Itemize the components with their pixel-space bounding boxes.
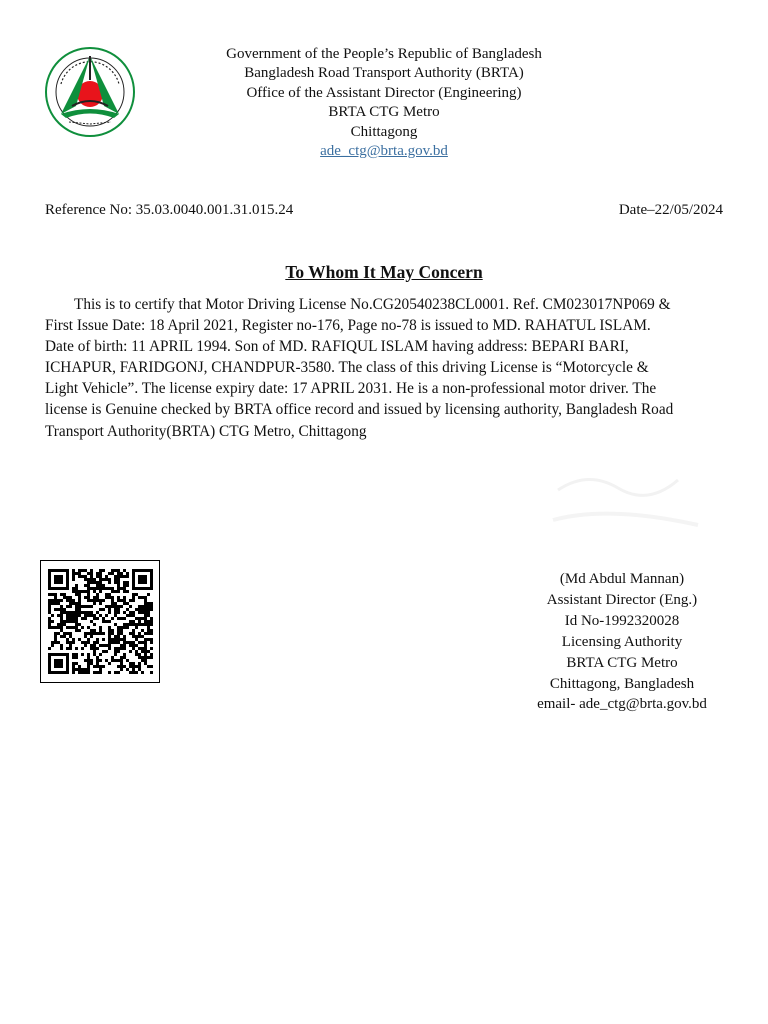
body-line: license is Genuine checked by BRTA office record and issued by licensing authority, Bangladesh Road xyxy=(45,401,674,419)
signature-block xyxy=(490,569,754,715)
issue-date: Date–22/05/2024 xyxy=(618,202,723,218)
letterhead-government: Government of the People’s Republic of Bangladesh xyxy=(226,46,542,62)
signatory-id: Id No-1992320028 xyxy=(564,612,680,629)
letterhead-circle: BRTA CTG Metro xyxy=(328,104,440,121)
brta-logo-seal xyxy=(44,46,136,138)
body-line: ICHAPUR, FARIDGONJ, CHANDPUR-3580. The class of this driving License is “Motorcycle & xyxy=(45,359,649,377)
office-letterhead xyxy=(150,45,618,161)
body-line: This is to certify that Motor Driving License No.CG20540238CL0001. Ref. CM023017NP069 & xyxy=(74,296,671,313)
signatory-location: Chittagong, Bangladesh xyxy=(549,675,695,692)
faint-signature-mark xyxy=(548,450,708,555)
signatory-email: email- ade_ctg@brta.gov.bd xyxy=(537,696,707,713)
body-line: Light Vehicle”. The license expiry date: 17 APRIL 2031. He is a non-professional motor driver. The xyxy=(45,380,657,398)
document-title: To Whom It May Concern xyxy=(285,262,483,282)
signatory-office: BRTA CTG Metro xyxy=(566,654,678,671)
verification-qr-code xyxy=(40,560,160,683)
signatory-name: (Md Abdul Mannan) xyxy=(559,571,685,587)
letterhead-email-link[interactable]: ade_ctg@brta.gov.bd xyxy=(320,143,448,160)
body-line: First Issue Date: 18 April 2021, Register no-176, Page no-78 is issued to MD. RAHATUL ISLAM. xyxy=(45,317,651,335)
body-line: Transport Authority(BRTA) CTG Metro, Chittagong xyxy=(45,422,367,440)
signatory-authority: Licensing Authority xyxy=(561,633,683,650)
certificate-body xyxy=(45,294,723,442)
body-line: Date of birth: 11 APRIL 1994. Son of MD. RAFIQUL ISLAM having address: BEPARI BARI, xyxy=(45,338,629,356)
signatory-designation: Assistant Director (Eng.) xyxy=(546,591,698,608)
reference-number: Reference No: 35.03.0040.001.31.015.24 xyxy=(45,202,294,218)
letterhead-office: Office of the Assistant Director (Engineering) xyxy=(246,84,522,101)
letterhead-city: Chittagong xyxy=(350,123,418,140)
letterhead-authority: Bangladesh Road Transport Authority (BRTA) xyxy=(244,65,524,82)
